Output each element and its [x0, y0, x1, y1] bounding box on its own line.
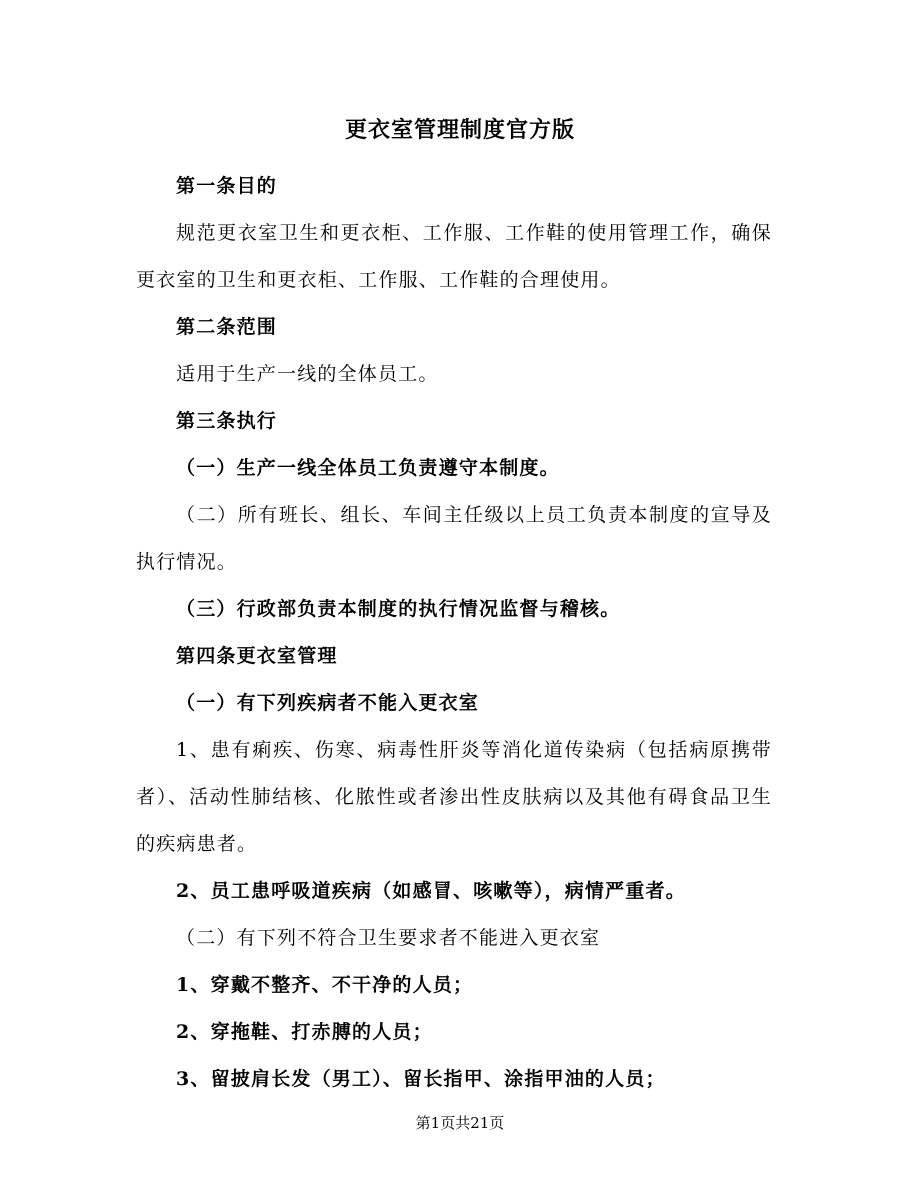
document-title: 更衣室管理制度官方版	[344, 117, 575, 143]
paragraph-scope: 适用于生产一线的全体员工。	[176, 363, 439, 385]
list-item-disease-1: 1、患有痢疾、伤寒、病毒性肝炎等消化道传染病（包括病原携带者）、活动性肺结核、化脓性或者渗出性皮肤病以及其他有碍食品卫生的疾病患者。	[136, 739, 772, 855]
page-number-footer: 第1页共21页	[415, 1114, 505, 1132]
paragraph-execution-2: （二）所有班长、组长、车间主任级以上员工负责本制度的宣导及执行情况。	[136, 504, 772, 573]
subsection-heading-hygiene: （二）有下列不符合卫生要求者不能进入更衣室	[176, 927, 601, 949]
paragraph-execution-1: （一）生产一线全体员工负责遵守本制度。	[176, 457, 560, 479]
section-heading-execution: 第三条执行	[176, 410, 278, 432]
subsection-heading-diseases: （一）有下列疾病者不能入更衣室	[176, 692, 480, 714]
document-body	[136, 163, 772, 1103]
paragraph-execution-3: （三）行政部负责本制度的执行情况监督与稽核。	[176, 598, 621, 620]
section-heading-locker-room: 第四条更衣室管理	[176, 645, 338, 667]
list-item-hygiene-3: 3、留披肩长发（男工）、留长指甲、涂指甲油的人员；	[176, 1068, 666, 1090]
section-heading-scope: 第二条范围	[176, 316, 278, 338]
list-item-hygiene-1: 1、穿戴不整齐、不干净的人员；	[176, 974, 474, 996]
list-item-hygiene-2: 2、穿拖鞋、打赤膊的人员；	[176, 1021, 433, 1043]
list-item-disease-2: 2、员工患呼吸道疾病（如感冒、咳嗽等），病情严重者。	[176, 880, 686, 902]
paragraph-purpose: 规范更衣室卫生和更衣柜、工作服、工作鞋的使用管理工作，确保更衣室的卫生和更衣柜、工作服、工作鞋的合理使用。	[136, 222, 772, 291]
section-heading-purpose: 第一条目的	[176, 175, 278, 197]
